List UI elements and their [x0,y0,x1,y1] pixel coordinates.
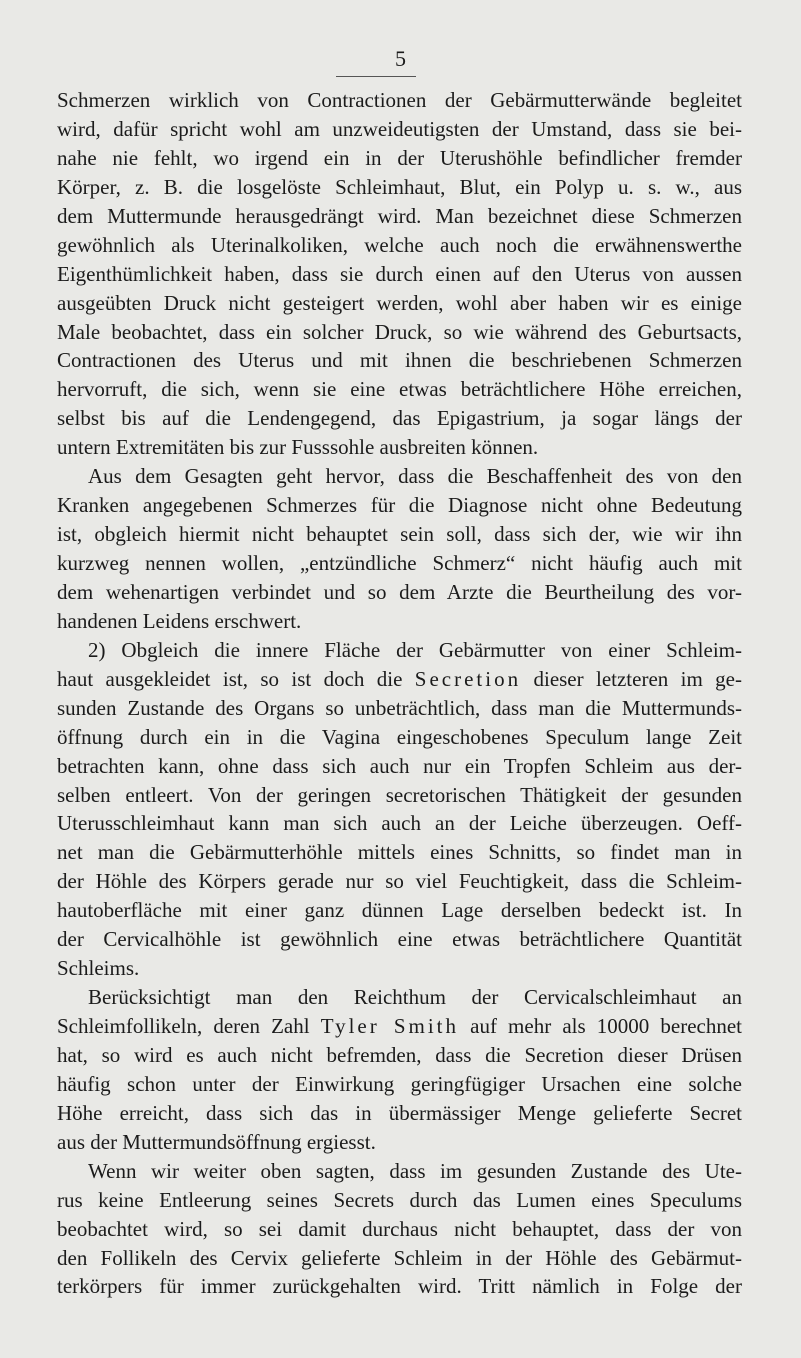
text-line: untern Extremitäten bis zur Fusssohle ausbreiten können. [57,435,539,460]
text-line: dem Muttermunde herausgedrängt wird. Man bezeichnet diese Schmerzen [57,203,742,228]
text-line: selben entleert. Von der geringen secretorischen Thätigkeit der gesunden [57,782,742,807]
body-text [57,86,742,1301]
text-line: Eigenthümlichkeit haben, dass sie durch einen auf den Uterus von aussen [57,261,742,286]
page-number: 5 [395,46,406,71]
text-line: Wenn wir weiter oben sagten, dass im gesunden Zustande des Ute- [88,1158,742,1183]
text-line: Berücksichtigt man den Reichthum der Cervicalschleimhaut an [88,985,742,1010]
text-line: gewöhnlich als Uterinalkoliken, welche auch noch die erwähnenswerthe [57,232,742,257]
emphasis-term: Secretion [414,666,522,691]
text-line: betrachten kann, ohne dass sich auch nur ein Tropfen Schleim aus der- [57,753,742,778]
text-line: selbst bis auf die Lendengegend, das Epigastrium, ja sogar längs der [57,406,742,431]
text-line: Aus dem Gesagten geht hervor, dass die Beschaffenheit des von den [88,464,742,489]
text-line: hervorruft, die sich, wenn sie eine etwas beträchtlichere Höhe erreichen, [57,377,742,402]
text-line-composite [57,665,742,694]
text-line: handenen Leidens erschwert. [57,608,302,633]
text-run: auf mehr als 10000 berechnet [459,1014,742,1038]
text-line-composite [57,1012,742,1041]
text-run: haut ausgekleidet ist, so ist doch die [57,666,403,691]
text-line: sunden Zustande des Organs so unbeträchtlich, dass man die Muttermunds- [57,695,742,720]
text-line: kurzweg nennen wollen, „entzündliche Schmerz“ nicht häufig auch mit [57,551,742,575]
text-line: dem wehenartigen verbindet und so dem Arzte die Beurtheilung des vor- [57,579,742,604]
text-line: der Cervicalhöhle ist gewöhnlich eine etwas beträchtlichere Quantität [57,927,742,952]
text-run: Schleimfollikeln, deren Zahl [57,1014,310,1038]
text-line: Male beobachtet, dass ein solcher Druck, so wie während des Geburtsacts, [57,319,742,344]
author-name: Tyler Smith [320,1014,460,1038]
text-line: hat, so wird es auch nicht befremden, dass die Secretion dieser Drüsen [57,1042,742,1067]
text-line: den Follikeln des Cervix gelieferte Schleim in der Höhle des Gebärmut- [57,1245,742,1270]
text-line: beobachtet wird, so sei damit durchaus nicht behauptet, dass der von [57,1216,742,1241]
text-line: 2) Obgleich die innere Fläche der Gebärmutter von einer Schleim- [88,637,742,662]
text-run: dieser letzteren im ge- [521,666,742,691]
text-line: aus der Muttermundsöffnung ergiesst. [57,1129,376,1154]
text-line: rus keine Entleerung seines Secrets durch das Lumen eines Speculums [57,1187,742,1212]
text-line: häufig schon unter der Einwirkung geringfügiger Ursachen eine solche [57,1071,742,1096]
text-line: Contractionen des Uterus und mit ihnen die beschriebenen Schmerzen [57,348,742,373]
text-line: hautoberfläche mit einer ganz dünnen Lage derselben bedeckt ist. In [57,898,742,923]
text-line: Schmerzen wirklich von Contractionen der Gebärmutterwände begleitet [57,88,742,112]
text-line: Körper, z. B. die losgelöste Schleimhaut, Blut, ein Polyp u. s. w., aus [57,174,742,199]
text-line: öffnung durch ein in die Vagina eingeschobenes Speculum lange Zeit [57,724,742,749]
text-line: ist, obgleich hiermit nicht behauptet sein soll, dass sich der, wie wir ihn [57,522,742,547]
text-line: net man die Gebärmutterhöhle mittels eines Schnitts, so findet man in [57,840,742,865]
header-rule [336,76,416,77]
text-line: ausgeübten Druck nicht gesteigert werden, wohl aber haben wir es einige [57,290,742,315]
text-line: Uterusschleimhaut kann man sich auch an der Leiche überzeugen. Oeff- [57,811,742,836]
text-line: der Höhle des Körpers gerade nur so viel Feuchtigkeit, dass die Schleim- [57,869,742,894]
text-line: Höhe erreicht, dass sich das in übermässiger Menge gelieferte Secret [57,1100,742,1125]
text-line: terkörpers für immer zurückgehalten wird. Tritt nämlich in Folge der [57,1274,742,1299]
text-line: wird, dafür spricht wohl am unzweideutigsten der Umstand, dass sie bei- [57,116,742,141]
text-line: nahe nie fehlt, wo irgend ein in der Uterushöhle befindlicher fremder [57,145,742,170]
text-line: Schleims. [57,956,140,981]
text-line: Kranken angegebenen Schmerzes für die Diagnose nicht ohne Bedeutung [57,493,742,518]
